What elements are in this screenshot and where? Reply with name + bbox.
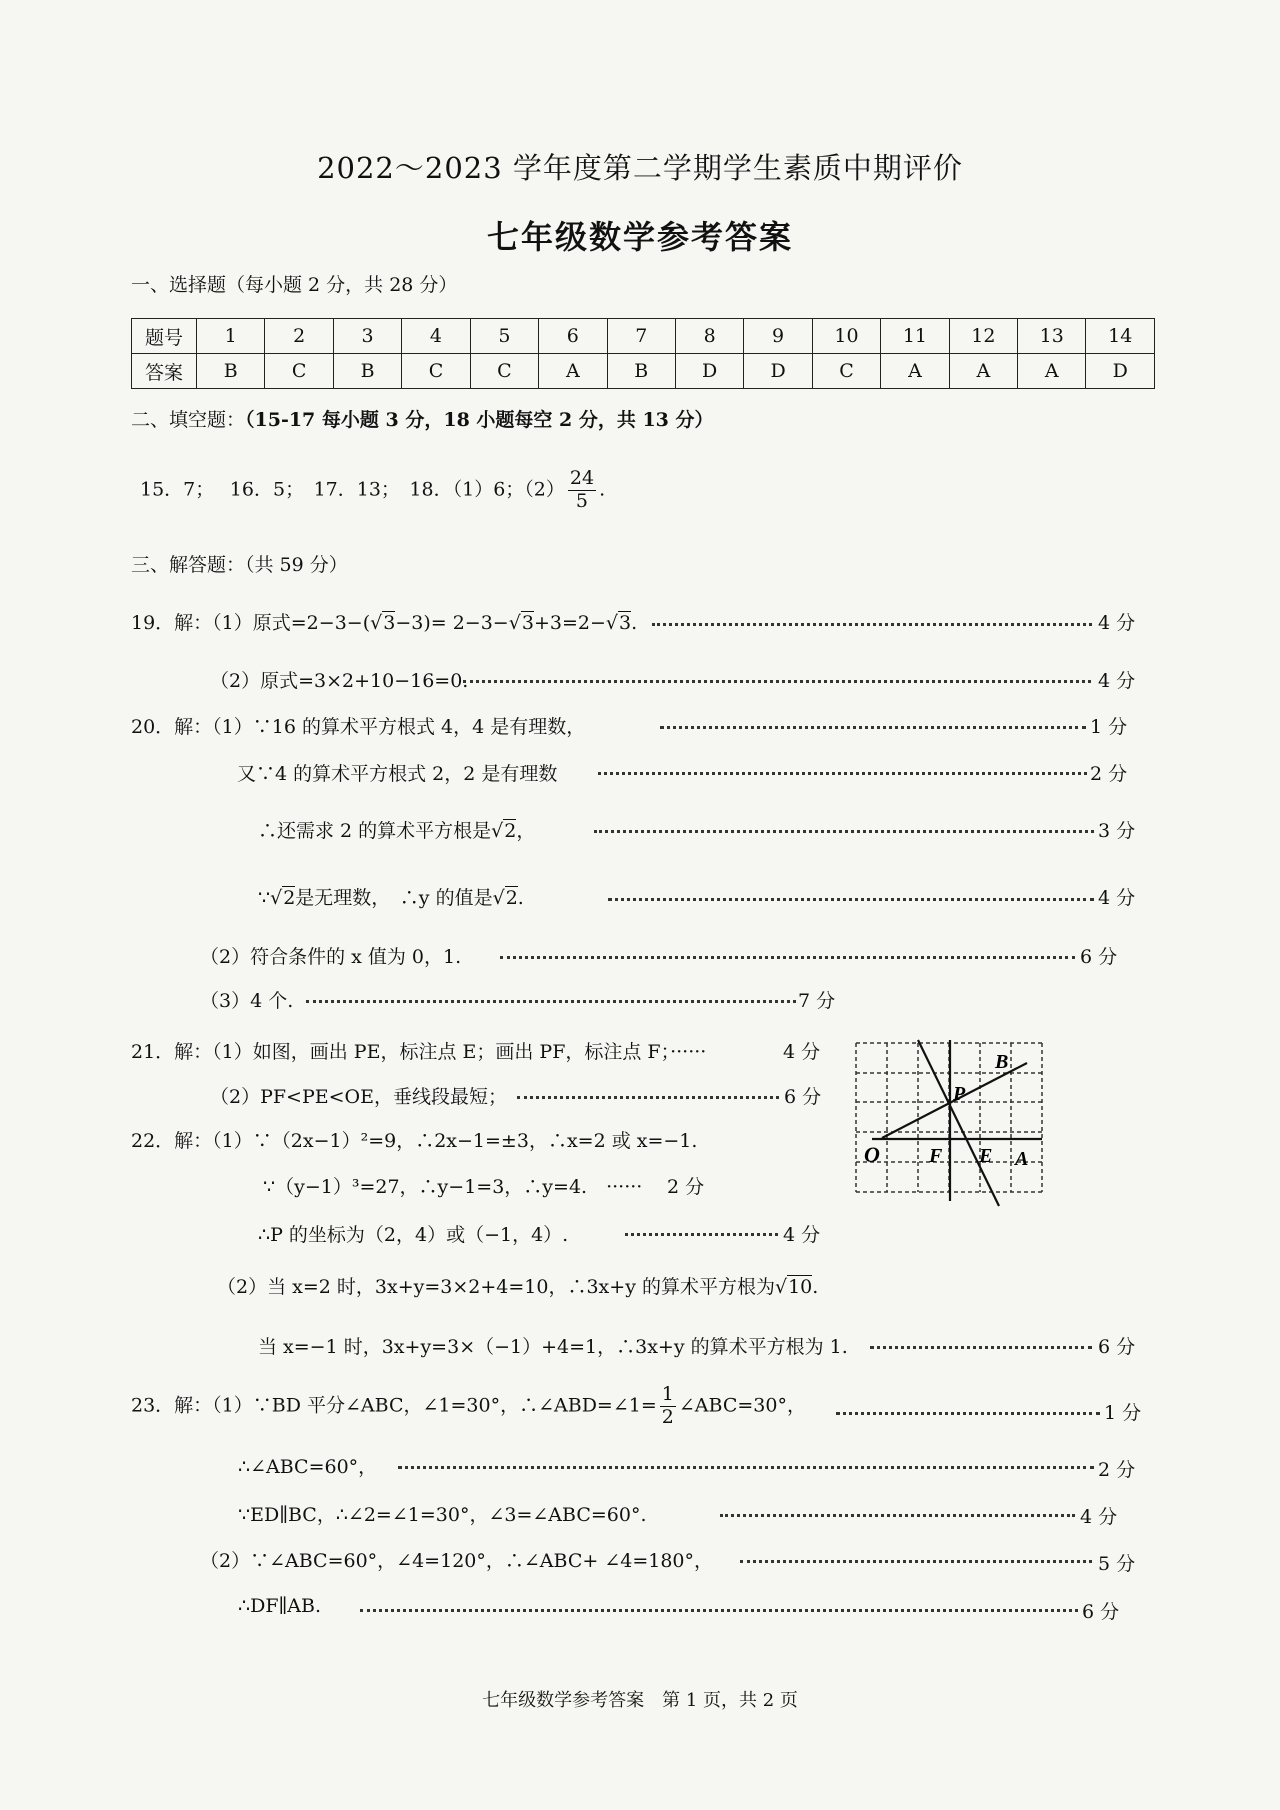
- line-pe: [918, 1040, 999, 1206]
- fraction: [660, 1384, 676, 1429]
- section2-heading-detail: （15-17 每小题 3 分，18 小题每空 2 分，共 13 分）: [245, 409, 714, 431]
- fill-answers: [140, 468, 605, 513]
- q22-line2: ∵（y−1）³=27，∴y−1=3，∴y=4. ······: [263, 1176, 643, 1198]
- q23-line3: ∵ED∥BC，∴∠2=∠1=30°，∠3=∠ABC=60°.: [238, 1504, 647, 1526]
- text-run: （2）当 x=2 时，3x+y=3×2+4=10，∴3x+y 的算术平方根为: [217, 1276, 775, 1298]
- dot-leader: [608, 898, 1094, 901]
- label-p: P: [953, 1083, 966, 1105]
- score: 4 分: [1098, 670, 1136, 692]
- sqrt-sign: [491, 820, 503, 842]
- table-cell: A: [1018, 354, 1086, 389]
- text-run: .: [517, 887, 524, 909]
- text-run: ∵: [258, 887, 271, 909]
- table-cell: D: [675, 354, 743, 389]
- table-cell: A: [539, 354, 607, 389]
- table-cell: 3: [333, 319, 401, 354]
- sqrt-radicand: 3: [521, 612, 534, 634]
- table-cell: 4: [402, 319, 470, 354]
- dot-leader: [720, 1514, 1075, 1517]
- table-cell: 7: [607, 319, 675, 354]
- score: 1 分: [1090, 716, 1128, 738]
- sqrt-sign: [493, 887, 505, 909]
- label-o: O: [864, 1142, 880, 1167]
- text-run: .: [631, 612, 638, 634]
- q20-line6: （3）4 个.: [200, 990, 294, 1012]
- fraction-denominator: 2: [661, 1405, 674, 1428]
- section3-heading: 三、解答题：（共 59 分）: [131, 554, 348, 576]
- q22-line5: 当 x=−1 时，3x+y=3×（−1）+4=1，∴3x+y 的算术平方根为 1.: [258, 1336, 848, 1358]
- fill-answers-suffix: .: [599, 478, 606, 501]
- fraction-numerator: 1: [661, 1383, 674, 1405]
- table-cell: 9: [744, 319, 812, 354]
- sqrt-sign: [370, 612, 382, 634]
- table-cell: 14: [1086, 319, 1155, 354]
- section1-heading: 一、选择题（每小题 2 分，共 28 分）: [131, 274, 458, 296]
- fill-answers-text: 15．7； 16．5； 17．13； 18．（1）6；（2）: [140, 478, 565, 501]
- q21-grid-figure: [852, 1038, 1048, 1210]
- text-run: ∠ABC=30°，: [678, 1394, 806, 1417]
- score: 2 分: [1090, 763, 1128, 785]
- label-b: B: [995, 1051, 1009, 1073]
- score: 4 分: [783, 1224, 821, 1246]
- label-f: F: [929, 1145, 943, 1167]
- text-run: +3=2−: [533, 612, 606, 634]
- text-run: 23．解：（1）∵BD 平分∠ABC，∠1=30°，∴∠ABD=∠1=: [131, 1394, 657, 1417]
- figure-lines: [872, 1040, 1042, 1206]
- dot-leader: [598, 772, 1087, 775]
- table-cell: 10: [812, 319, 880, 354]
- q22-line4: [217, 1272, 818, 1299]
- section2-heading-prefix: 二、填空题：: [131, 409, 246, 431]
- table-cell: D: [1086, 354, 1155, 389]
- page-title: 2022～2023 学年度第二学期学生素质中期评价: [317, 151, 963, 185]
- dot-leader: [360, 1609, 1078, 1612]
- sqrt-sign: [270, 887, 282, 909]
- score: 6 分: [1080, 946, 1118, 968]
- table-cell: B: [607, 354, 675, 389]
- table-cell: 1: [197, 319, 265, 354]
- text-run: ∴还需求 2 的算术平方根是: [258, 820, 492, 842]
- q20-line3: [258, 816, 535, 843]
- fraction: [568, 468, 596, 513]
- dot-leader: [463, 680, 1091, 683]
- table-cell: A: [881, 354, 949, 389]
- table-cell: C: [812, 354, 880, 389]
- score: 4 分: [1098, 887, 1136, 909]
- score: 3 分: [1098, 820, 1136, 842]
- text-run: 19．解：（1）原式=2−3−(: [131, 612, 371, 634]
- score: 6 分: [784, 1086, 822, 1108]
- dot-leader: [517, 1096, 779, 1099]
- score: 1 分: [1104, 1402, 1142, 1424]
- q22-line1: 22．解：（1）∵（2x−1）²=9，∴2x−1=±3，∴x=2 或 x=−1.: [131, 1130, 698, 1152]
- text-run: .: [812, 1276, 819, 1298]
- text-run: 是无理数， ∴y 的值是: [295, 887, 493, 909]
- table-cell: B: [333, 354, 401, 389]
- dot-leader: [594, 830, 1094, 833]
- table-cell: D: [744, 354, 812, 389]
- sqrt-radicand: 3: [618, 612, 632, 634]
- table-cell: B: [197, 354, 265, 389]
- q21-line2: （2）PF<PE<OE，垂线段最短；: [210, 1086, 507, 1108]
- text-run: ，: [516, 820, 536, 842]
- fraction-denominator: 5: [575, 489, 589, 512]
- label-e: E: [979, 1145, 993, 1167]
- score: 6 分: [1082, 1601, 1120, 1623]
- q20-line2: 又∵4 的算术平方根式 2，2 是有理数: [237, 763, 558, 785]
- score: 7 分: [798, 990, 836, 1012]
- q23-line5: ∴DF∥AB.: [238, 1595, 322, 1617]
- q20-line1: 20．解：（1）∵16 的算术平方根式 4，4 是有理数，: [131, 716, 586, 738]
- table-cell: C: [402, 354, 470, 389]
- score: 4 分: [1080, 1506, 1118, 1528]
- q23-line1: [131, 1384, 806, 1429]
- sqrt-sign: [606, 612, 618, 634]
- table-cell: 6: [539, 319, 607, 354]
- text-run: −3)= 2−3−: [395, 612, 509, 634]
- table-cell: 2: [265, 319, 333, 354]
- table-header-cell: 题号: [132, 319, 197, 354]
- q20-line5: （2）符合条件的 x 值为 0，1.: [200, 946, 462, 968]
- fraction-numerator: 24: [569, 467, 595, 489]
- section2-heading: [131, 405, 714, 432]
- dot-leader: [870, 1346, 1092, 1349]
- score: 2 分: [1098, 1459, 1136, 1481]
- q23-line4: （2）∵∠ABC=60°，∠4=120°，∴∠ABC+ ∠4=180°，: [200, 1550, 714, 1572]
- score: 6 分: [1098, 1336, 1136, 1358]
- label-a: A: [1015, 1148, 1029, 1170]
- dot-leader: [836, 1412, 1100, 1415]
- score: 4 分: [783, 1041, 821, 1063]
- table-cell: 5: [470, 319, 538, 354]
- dot-leader: [625, 1233, 778, 1236]
- sqrt-radicand: 2: [505, 887, 518, 909]
- sqrt-radicand: 10: [788, 1276, 813, 1298]
- table-cell: 8: [675, 319, 743, 354]
- page-footer: 七年级数学参考答案 第 1 页，共 2 页: [482, 1690, 798, 1711]
- table-cell: 13: [1018, 319, 1086, 354]
- score: 5 分: [1098, 1553, 1136, 1575]
- sqrt-sign: [509, 612, 521, 634]
- table-header-cell: 答案: [132, 354, 197, 389]
- answer-table: [131, 318, 1155, 389]
- table-row-answers: [132, 354, 1155, 389]
- score: 4 分: [1098, 612, 1136, 634]
- table-cell: C: [265, 354, 333, 389]
- q23-line2: ∴∠ABC=60°，: [238, 1456, 378, 1478]
- q19-line2: （2）原式=3×2+10−16=0.: [210, 670, 469, 692]
- q22-line3: ∴P 的坐标为（2，4）或（−1，4）.: [258, 1224, 569, 1246]
- dot-leader: [500, 956, 1075, 959]
- sqrt-radicand: 2: [283, 887, 296, 909]
- dot-leader: [660, 726, 1086, 729]
- q19-line1: [131, 608, 637, 635]
- table-cell: 12: [949, 319, 1017, 354]
- table-cell: A: [949, 354, 1017, 389]
- page-subtitle: 七年级数学参考答案: [486, 218, 793, 256]
- table-cell: C: [470, 354, 538, 389]
- dot-leader: [740, 1560, 1092, 1563]
- dot-leader: [306, 1000, 796, 1003]
- dot-leader: [398, 1466, 1094, 1469]
- sqrt-sign: [775, 1276, 787, 1298]
- table-cell: 11: [881, 319, 949, 354]
- dot-leader: [652, 623, 1092, 626]
- sqrt-radicand: 2: [504, 820, 517, 842]
- q21-line1: 21．解：（1）如图，画出 PE，标注点 E；画出 PF，标注点 F；······: [131, 1041, 707, 1063]
- score: 2 分: [667, 1176, 705, 1198]
- q20-line4: [258, 883, 524, 910]
- table-row-numbers: [132, 319, 1155, 354]
- sqrt-radicand: 3: [383, 612, 396, 634]
